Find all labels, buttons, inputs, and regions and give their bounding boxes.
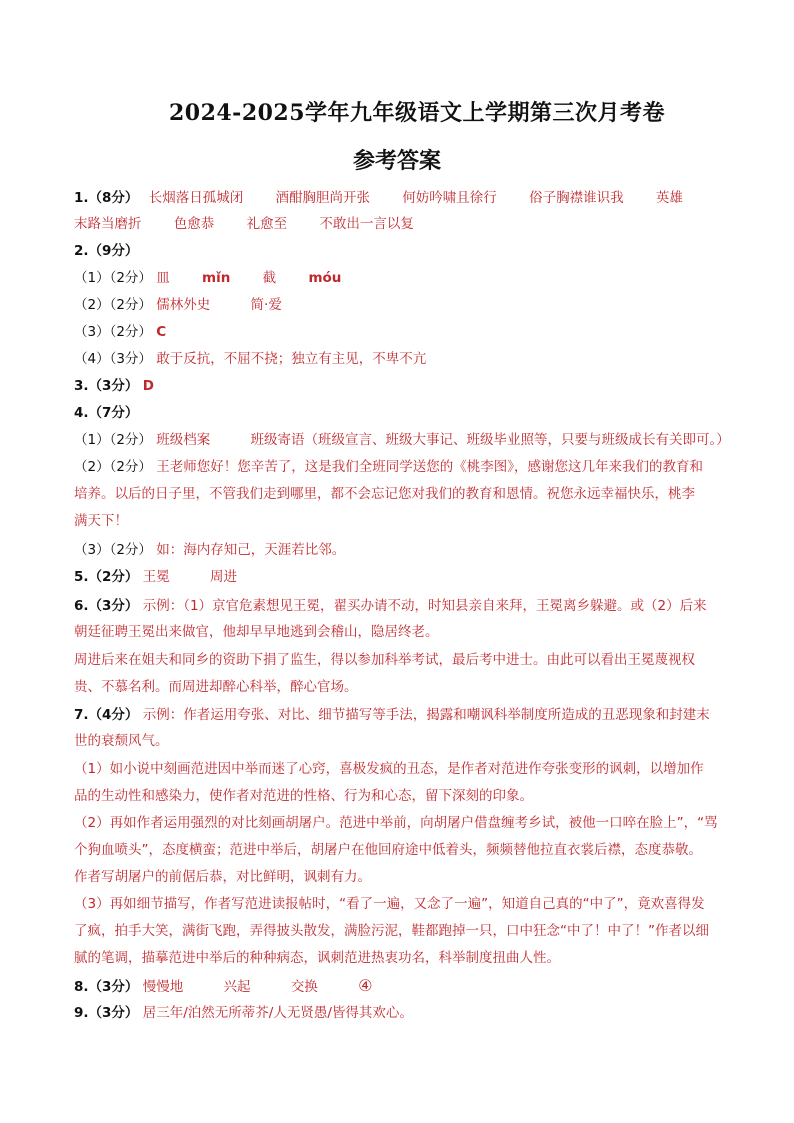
q2-part4-answer: 敢于反抗，不屈不挠；独立有主见，不卑不亢 bbox=[156, 351, 427, 367]
q6-text-1: 示例：（1）京官危素想见王冕，翟买办请不动，时知县亲自来拜，王冕离乡躲避。或（2）后来 bbox=[142, 598, 707, 614]
q7-line10 bbox=[74, 948, 560, 968]
q7-line1 bbox=[74, 705, 710, 725]
q4-header bbox=[74, 403, 138, 423]
q8-label: 8.（3分） bbox=[74, 979, 139, 995]
q1-answer-9: 不敢出一言以复 bbox=[319, 216, 414, 232]
q2-part1 bbox=[74, 268, 341, 288]
q7-label: 7.（4分） bbox=[74, 707, 139, 723]
q7-line3 bbox=[74, 759, 704, 779]
q4-part1-answer-b: 班级寄语（班级宣言、班级大事记、班级毕业照等，只要与班级成长有关即可。） bbox=[250, 432, 730, 448]
q2-part3 bbox=[74, 322, 166, 342]
q7-text-6: 个狗血喷头”，态度横蛮；范进中举后，胡屠户在他回府途中低着头，频频替他拉直衣裳后襟，态度恭敬。 bbox=[74, 842, 702, 858]
q6-label: 6.（3分） bbox=[74, 598, 139, 614]
q7-text-4: 品的生动性和感染力，使作者对范进的性格、行为和心态，留下深刻的印象。 bbox=[74, 788, 533, 804]
q4-part2-line1 bbox=[74, 457, 703, 477]
q6-text-4: 贵、不慕名利。而周进却醉心科举，醉心官场。 bbox=[74, 679, 358, 695]
q4-part2-text-2: 培养。以后的日子里，不管我们走到哪里，都不会忘记您对我们的教育和恩情。祝您永远幸福快乐，桃李 bbox=[74, 486, 695, 502]
q9-label: 9.（3分） bbox=[74, 1005, 139, 1021]
q4-part2-text-1: 王老师您好！您辛苦了，这是我们全班同学送您的《桃李图》，感谢您这几年来我们的教育和 bbox=[156, 459, 703, 475]
q2-label: 2.（9分） bbox=[74, 243, 139, 259]
q9-line bbox=[74, 1003, 413, 1023]
q4-part3-answer: 如：海内存知己，天涯若比邻。 bbox=[156, 542, 346, 558]
q7-text-3: （1）如小说中刻画范进因中举而迷了心窍，喜极发疯的丑态，是作者对范进作夸张变形的讽刺，以增加作 bbox=[74, 761, 704, 777]
q6-line2 bbox=[74, 622, 439, 642]
q7-line9 bbox=[74, 921, 709, 941]
q2-part1-pinyin1: mǐn bbox=[202, 270, 231, 286]
q7-line5 bbox=[74, 813, 718, 833]
q7-text-1: 示例：作者运用夸张、对比、细节描写等手法，揭露和嘲讽科举制度所造成的丑恶现象和封建末 bbox=[142, 707, 710, 723]
q1-answer-7: 色愈恭 bbox=[173, 216, 215, 232]
q8-answer-d: ④ bbox=[358, 976, 373, 995]
q1-answer-2: 酒酣胸胆尚开张 bbox=[275, 190, 371, 206]
q7-line7 bbox=[74, 867, 371, 887]
q6-line4 bbox=[74, 677, 358, 697]
q7-text-7: 作者写胡屠户的前倨后恭，对比鲜明，讽刺有力。 bbox=[74, 869, 371, 885]
q4-part1 bbox=[74, 430, 730, 450]
q4-part2-line3 bbox=[74, 511, 128, 531]
q1-answer-6: 末路当磨折 bbox=[74, 216, 142, 232]
q7-line6 bbox=[74, 840, 702, 860]
q3-label: 3.（3分） bbox=[74, 378, 139, 394]
q8-answer-b: 兴起 bbox=[223, 979, 251, 995]
q1-answer-1: 长烟落日孤城闭 bbox=[148, 190, 244, 206]
q4-part3 bbox=[74, 540, 345, 560]
q2-part4-label: （4）（3分） bbox=[74, 351, 152, 367]
q7-text-8: （3）再如细节描写，作者写范进读报帖时，“看了一遍，又念了一遍”，知道自己真的“中了”，竟欢喜得发 bbox=[74, 896, 705, 912]
q4-part1-answer-a: 班级档案 bbox=[156, 432, 211, 448]
q8-answer-c: 交换 bbox=[290, 979, 318, 995]
q2-part4 bbox=[74, 349, 426, 369]
q6-text-2: 朝廷征聘王冕出来做官，他却早早地逃到会稽山，隐居终老。 bbox=[74, 624, 439, 640]
q2-part2 bbox=[74, 295, 282, 315]
q8-line bbox=[74, 976, 372, 997]
q5-label: 5.（2分） bbox=[74, 569, 139, 585]
q1-line2 bbox=[74, 214, 414, 234]
q2-part2-answer-b: 简·爱 bbox=[250, 297, 282, 313]
q5-line bbox=[74, 567, 237, 587]
q3-answer: D bbox=[142, 378, 154, 394]
q2-part1-char2: 截 bbox=[262, 270, 277, 286]
page-title: 2024-2025学年九年级语文上学期第三次月考卷 bbox=[168, 100, 666, 126]
q1-answer-3: 何妨吟啸且徐行 bbox=[402, 190, 497, 206]
page-subtitle: 参考答案 bbox=[352, 148, 441, 174]
q2-header bbox=[74, 241, 138, 261]
q6-text-3: 周进后来在姐夫和同乡的资助下捐了监生，得以参加科举考试，最后考中进士。由此可以看出王冕蔑视权 bbox=[74, 652, 695, 668]
q6-line3 bbox=[74, 650, 695, 670]
q7-line4 bbox=[74, 786, 533, 806]
q3-line bbox=[74, 376, 154, 396]
q1-answer-5: 英雄 bbox=[655, 190, 683, 206]
q7-line2 bbox=[74, 731, 169, 751]
q4-part2-line2 bbox=[74, 484, 695, 504]
q2-part1-char1: 皿 bbox=[156, 270, 170, 286]
q4-part1-label: （1）（2分） bbox=[74, 432, 152, 448]
q1-answer-4: 俗子胸襟谁识我 bbox=[529, 190, 624, 206]
q4-part3-label: （3）（2分） bbox=[74, 542, 152, 558]
q2-part3-label: （3）（2分） bbox=[74, 324, 152, 340]
q1-line1 bbox=[74, 188, 683, 208]
q2-part1-pinyin2: móu bbox=[308, 270, 342, 286]
q9-answer: 居三年/泊然无所蒂芥/人无贤愚/皆得其欢心。 bbox=[142, 1005, 413, 1021]
q6-line1 bbox=[74, 596, 707, 616]
q2-part2-label: （2）（2分） bbox=[74, 297, 152, 313]
q7-text-10: 腻的笔调，描摹范进中举后的种种病态，讽刺范进热衷功名，科举制度扭曲人性。 bbox=[74, 950, 560, 966]
q1-answer-8: 礼愈至 bbox=[246, 216, 288, 232]
q7-text-9: 了疯，拍手大笑，满街飞跑，弄得披头散发，满脸污泥，鞋都跑掉一只，口中狂念“中了！中了！”作者以细 bbox=[74, 923, 709, 939]
q7-line8 bbox=[74, 894, 705, 914]
q8-answer-a: 慢慢地 bbox=[142, 979, 184, 995]
q4-label: 4.（7分） bbox=[74, 405, 139, 421]
q1-label: 1.（8分） bbox=[74, 190, 139, 206]
q2-part3-answer: C bbox=[156, 324, 167, 340]
q2-part1-label: （1）（2分） bbox=[74, 270, 152, 286]
q4-part2-label: （2）（2分） bbox=[74, 459, 152, 475]
q2-part2-answer-a: 儒林外史 bbox=[156, 297, 211, 313]
q5-answer-b: 周进 bbox=[210, 569, 238, 585]
q5-answer-a: 王冕 bbox=[142, 569, 170, 585]
q4-part2-text-3: 满天下！ bbox=[74, 513, 128, 529]
q7-text-2: 世的衰颓风气。 bbox=[74, 733, 169, 749]
q7-text-5: （2）再如作者运用强烈的对比刻画胡屠户。范进中举前，向胡屠户借盘缠考乡试，被他一口啐在脸上”，“骂 bbox=[74, 815, 718, 831]
